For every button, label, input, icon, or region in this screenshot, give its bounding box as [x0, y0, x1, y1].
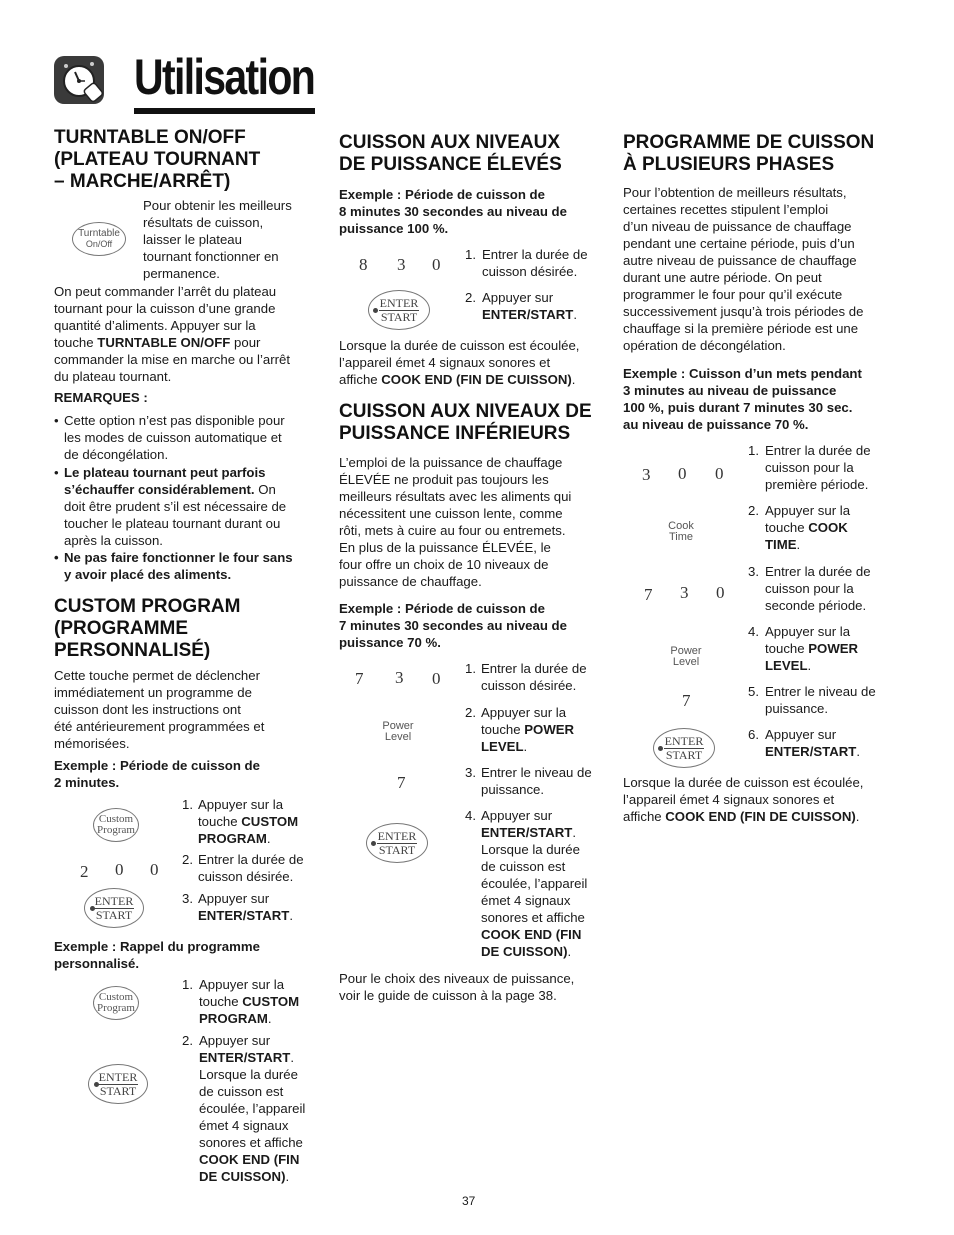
text: touche	[765, 641, 809, 656]
multi-step-4	[748, 623, 898, 674]
multi-phase-after	[623, 774, 913, 825]
key-name: PROGRAM	[198, 831, 267, 846]
text-line: pendant une certaine période, puis d’un	[623, 236, 855, 251]
text-line: autre niveau de puissance de chauffage	[623, 253, 857, 268]
text-line: y avoir placé des aliments.	[64, 567, 232, 582]
text-line: puissance 100 %.	[339, 221, 449, 236]
digit: 0	[715, 464, 724, 483]
text-line	[198, 830, 322, 847]
step-number: 2.	[465, 290, 476, 305]
step-number: 1.	[465, 247, 476, 262]
text-line	[765, 640, 898, 657]
text-line: Exemple : Période de cuisson de	[339, 601, 545, 616]
low-step-3	[465, 764, 605, 798]
text: touche	[481, 722, 525, 737]
text-line: COOK END (FIN	[481, 927, 582, 942]
indicator-dot	[371, 841, 376, 846]
text-line: Lorsque la durée	[481, 842, 580, 857]
custom-step-1	[182, 796, 322, 847]
text-line: chauffage si la première période est une	[623, 321, 859, 336]
text-line: écoulée, l’appareil	[481, 876, 588, 891]
text: .	[807, 658, 812, 673]
example-title	[54, 938, 316, 972]
step-number: 4.	[465, 808, 476, 823]
digit: 3	[395, 668, 404, 687]
heading-line: CUISSON AUX NIVEAUX DE	[339, 401, 592, 422]
digit: 0	[678, 464, 687, 483]
custom-step-2	[182, 851, 322, 885]
text-line: Pour l’obtention de meilleurs résultats,	[623, 185, 847, 200]
heading-line: (PLATEAU TOURNANT	[54, 149, 261, 170]
key-name: TIME	[765, 537, 797, 552]
text-line: les modes de cuisson automatique et	[64, 430, 282, 445]
text-line: doit être prudent s’il est nécessaire de	[64, 499, 287, 514]
digit: 0	[716, 583, 725, 602]
text-line: au niveau de puissance 70 %.	[623, 417, 809, 432]
heading-line: – MARCHE/ARRÊT)	[54, 171, 231, 192]
text-line	[481, 943, 605, 960]
step-number: 3.	[748, 564, 759, 579]
text-line: cuisson désirée.	[481, 678, 577, 693]
custom-program-heading	[54, 596, 314, 662]
turntable-heading	[54, 127, 314, 193]
text-line: Pour le choix des niveaux de puissance,	[339, 971, 575, 986]
note-2	[54, 464, 316, 549]
text-line: meilleurs résultats avec les aliments qui	[339, 489, 572, 504]
key-name: COOK END (FIN DE CUISSON)	[665, 809, 856, 824]
key-name: POWER	[524, 722, 575, 737]
indicator-dot	[658, 746, 663, 751]
step-number: 1.	[182, 797, 193, 812]
example-title	[339, 186, 601, 237]
text-line	[482, 306, 605, 323]
text-line: laisser le plateau	[143, 232, 242, 247]
heading-line: PUISSANCE INFÉRIEURS	[339, 423, 571, 444]
button-label: Level	[384, 731, 412, 743]
heading-line: CUSTOM PROGRAM	[54, 596, 241, 617]
enter-start-button[interactable]	[84, 888, 144, 928]
button-label: On/Off	[85, 239, 113, 249]
text-line: Appuyer sur	[199, 1033, 271, 1048]
custom-program-body	[54, 667, 316, 752]
text: touche	[54, 335, 98, 350]
turntable-body	[54, 283, 316, 385]
key-name: COOK	[808, 520, 848, 535]
text-line: permanence.	[143, 266, 220, 281]
note-1	[54, 412, 316, 463]
heading-line: PROGRAMME DE CUISSON	[623, 132, 875, 153]
text: DE CUISSON)	[481, 944, 568, 959]
button-label: Turntable	[78, 228, 120, 239]
multi-step-1	[748, 442, 898, 493]
text-line: cuisson pour la	[765, 460, 854, 475]
text: DE CUISSON)	[199, 1169, 286, 1184]
text-line: four offre un choix de 10 niveaux de	[339, 557, 549, 572]
text-line: été antérieurement programmées et	[54, 719, 265, 734]
text-line: programmer le four pour qu’il exécute	[623, 287, 843, 302]
power-level-button[interactable]	[376, 721, 420, 743]
step-number: 3.	[465, 765, 476, 780]
digit: 7	[644, 585, 653, 604]
text-line	[198, 813, 322, 830]
heading-line: PERSONNALISÉ)	[54, 640, 211, 661]
text-line: écoulée, l’appareil	[199, 1101, 306, 1116]
button-label: Custom	[98, 991, 134, 1003]
text: affiche	[623, 809, 666, 824]
text-line: cuisson désirée.	[482, 264, 578, 279]
text-line: nécessitent une cuisson lente, comme	[339, 506, 563, 521]
digit: 3	[642, 465, 651, 484]
step-number: 1.	[465, 661, 476, 676]
text: s’échauffer considérablement.	[64, 482, 255, 497]
custom-program-button[interactable]	[93, 986, 139, 1020]
key-name: TURNTABLE ON/OFF	[97, 335, 231, 350]
text: .	[290, 1050, 295, 1065]
text-line: tournant fonctionner en	[143, 249, 279, 264]
text-line: Entrer la durée de	[482, 247, 588, 262]
power-level-button[interactable]	[664, 646, 708, 668]
text-line: Lorsque la durée	[199, 1067, 298, 1082]
button-label: Program	[97, 1002, 135, 1014]
high-power-heading	[339, 132, 599, 176]
text-line: Entrer la durée de	[765, 564, 871, 579]
text-line: Entrer le niveau de	[765, 684, 876, 699]
text: .	[285, 1169, 290, 1184]
example-title	[623, 365, 893, 433]
indicator-dot	[90, 906, 95, 911]
button-label: ENTER	[98, 1069, 138, 1084]
step-number: 4.	[748, 624, 759, 639]
button-label: ENTER	[94, 893, 134, 908]
title-underline	[134, 108, 315, 114]
text-line	[765, 657, 898, 674]
text-line: rôti, mets à cuire au four ou entremets.	[339, 523, 566, 538]
step-number: 2.	[182, 852, 193, 867]
example-title	[54, 757, 316, 791]
digit: 7	[397, 773, 406, 792]
text-line: de décongélation.	[64, 447, 169, 462]
text-line: d’un niveau de puissance de chauffage	[623, 219, 852, 234]
multi-step-2	[748, 502, 898, 553]
multi-step-5	[748, 683, 898, 717]
low-step-4	[465, 807, 605, 960]
text-line: On peut commander l’arrêt du plateau	[54, 284, 277, 299]
low-step-1	[465, 660, 605, 694]
enter-start-button[interactable]	[368, 290, 430, 330]
text-line	[765, 536, 898, 553]
text-line: Exemple : Période de cuisson de	[54, 758, 260, 773]
text: .	[289, 908, 294, 923]
heading-line: DE PUISSANCE ÉLEVÉS	[339, 154, 562, 175]
text-line: l’appareil émet 4 signaux sonores et	[339, 355, 551, 370]
text-line: COOK END (FIN	[199, 1152, 300, 1167]
text: .	[567, 944, 572, 959]
text-line: puissance 70 %.	[339, 635, 441, 650]
digit: 3	[680, 583, 689, 602]
step-number: 2.	[748, 503, 759, 518]
cook-time-button[interactable]	[659, 521, 703, 543]
text-line	[198, 907, 322, 924]
step-number: 1.	[748, 443, 759, 458]
power-guide-note	[339, 970, 601, 1004]
text-line	[765, 743, 898, 760]
step-number: 2.	[465, 705, 476, 720]
key-name: ENTER/START	[765, 744, 857, 759]
step-number: 1.	[182, 977, 193, 992]
text-line	[199, 1168, 322, 1185]
key-name: ENTER/START	[482, 307, 574, 322]
example-title	[339, 600, 601, 651]
text-line: 3 minutes au niveau de puissance	[623, 383, 837, 398]
text-line: Appuyer sur	[765, 727, 837, 742]
text: touche	[198, 814, 242, 829]
text-line: durant une autre période. On peut	[623, 270, 822, 285]
text-line: successivement jusqu’à trois périodes de	[623, 304, 864, 319]
button-label: ENTER	[379, 295, 419, 310]
heading-line: (PROGRAMME	[54, 618, 189, 639]
enter-start-button[interactable]	[88, 1064, 148, 1104]
text-line: Appuyer sur	[481, 808, 553, 823]
multi-step-3	[748, 563, 898, 614]
text-line: l’appareil émet 4 signaux sonores et	[623, 792, 835, 807]
text: .	[796, 537, 801, 552]
text: .	[572, 825, 577, 840]
low-power-body	[339, 454, 601, 590]
digit: 0	[432, 255, 441, 274]
text: touche	[199, 994, 243, 1009]
heading-line: À PLUSIEURS PHASES	[623, 154, 835, 175]
text-line: sonores et affiche	[199, 1135, 303, 1150]
text-line: 8 minutes 30 secondes au niveau de	[339, 204, 567, 219]
custom-step-3	[182, 890, 322, 924]
text-line: commander la mise en marche ou l’arrêt	[54, 352, 291, 367]
text-line	[199, 1010, 322, 1027]
multi-step-6	[748, 726, 898, 760]
key-name: ENTER/START	[199, 1050, 291, 1065]
custom-program-button[interactable]	[93, 808, 139, 842]
page-title: Utilisation	[134, 49, 315, 105]
key-name: LEVEL	[765, 658, 808, 673]
text-line: 100 %, puis durant 7 minutes 30 sec.	[623, 400, 853, 415]
multi-phase-heading	[623, 132, 903, 176]
step-number: 6.	[748, 727, 759, 742]
text: .	[266, 831, 271, 846]
button-label: START	[99, 1083, 137, 1098]
text-line: Appuyer sur la	[481, 705, 567, 720]
text-line: Entrer la durée de	[198, 852, 304, 867]
key-name: COOK END (FIN DE CUISSON)	[381, 372, 572, 387]
text: pour	[230, 335, 261, 350]
digit: 7	[682, 691, 691, 710]
text-line: cuisson dont les instructions ont	[54, 702, 241, 717]
enter-start-button[interactable]	[653, 728, 715, 768]
text-line: résultats de cuisson,	[143, 215, 264, 230]
text: On	[254, 482, 276, 497]
text: .	[855, 809, 860, 824]
heading-line: CUISSON AUX NIVEAUX	[339, 132, 560, 153]
key-name: CUSTOM	[241, 814, 299, 829]
text-line: L’emploi de la puissance de chauffage	[339, 455, 563, 470]
text-line: sonores et affiche	[481, 910, 585, 925]
high-step-2	[465, 289, 605, 323]
bullet: •	[54, 465, 59, 480]
recall-step-2	[182, 1032, 322, 1185]
text: .	[571, 372, 576, 387]
text-line: puissance de chauffage.	[339, 574, 482, 589]
text-line: première période.	[765, 477, 869, 492]
text: affiche	[339, 372, 382, 387]
high-power-after	[339, 337, 601, 388]
text-line: de cuisson est	[481, 859, 566, 874]
text-line: émet 4 signaux	[481, 893, 571, 908]
button-label: ENTER	[377, 828, 417, 843]
text: .	[523, 739, 528, 754]
turntable-intro	[143, 197, 315, 282]
button-label: Cook	[668, 520, 694, 532]
text-line: Entrer la durée de	[765, 443, 871, 458]
text: touche	[765, 520, 809, 535]
text: .	[267, 1011, 272, 1026]
text-line: Appuyer sur	[482, 290, 554, 305]
digit: 0	[432, 669, 441, 688]
text-line: Appuyer sur la	[198, 797, 284, 812]
button-label: ENTER	[664, 733, 704, 748]
digit: 0	[150, 860, 159, 879]
multi-phase-body	[623, 184, 893, 354]
button-label: Program	[97, 824, 135, 836]
digit: 7	[355, 669, 364, 688]
button-label: Level	[672, 656, 700, 668]
page-number: 37	[462, 1194, 476, 1208]
key-name: CUSTOM	[242, 994, 300, 1009]
text-line: Pour obtenir les meilleurs	[143, 198, 292, 213]
text-line	[64, 481, 316, 498]
text-line: Ne pas faire fonctionner le four sans	[64, 550, 293, 565]
button-label: START	[380, 309, 418, 324]
digit: 2	[80, 862, 89, 881]
text-line: mémorisées.	[54, 736, 130, 751]
text-line	[199, 1049, 322, 1066]
text-line: puissance.	[481, 782, 545, 797]
text-line: Exemple : Période de cuisson de	[339, 187, 545, 202]
step-number: 5.	[748, 684, 759, 699]
low-power-heading	[339, 401, 609, 445]
key-name: LEVEL	[481, 739, 524, 754]
button-label: START	[665, 747, 703, 762]
text-line: Appuyer sur la	[199, 977, 285, 992]
text-line: du plateau tournant.	[54, 369, 172, 384]
text-line: opération de décongélation.	[623, 338, 786, 353]
step-number: 2.	[182, 1033, 193, 1048]
step-number: 3.	[182, 891, 193, 906]
text-line: seconde période.	[765, 598, 867, 613]
text-line: personnalisé.	[54, 956, 140, 971]
heading-line: TURNTABLE ON/OFF	[54, 127, 246, 148]
text-line: Lorsque la durée de cuisson est écoulée,	[623, 775, 864, 790]
button-label: Custom	[98, 813, 134, 825]
text-line: Entrer le niveau de	[481, 765, 592, 780]
button-label: START	[378, 842, 416, 857]
turntable-onoff-button[interactable]	[72, 222, 126, 256]
text-line: Appuyer sur	[198, 891, 270, 906]
text-line	[54, 334, 316, 351]
key-name: POWER	[808, 641, 859, 656]
text-line	[199, 993, 322, 1010]
text-line: Cette touche permet de déclencher	[54, 668, 260, 683]
bullet: •	[54, 550, 59, 565]
text-line: certaines recettes stipulent l’emploi	[623, 202, 829, 217]
recall-step-1	[182, 976, 322, 1027]
button-label: START	[95, 907, 133, 922]
remarks-title: REMARQUES :	[54, 390, 148, 405]
text-line: Appuyer sur la	[765, 503, 851, 518]
text-line: cuisson pour la	[765, 581, 854, 596]
text-line: toucher le plateau tournant durant ou	[64, 516, 281, 531]
key-name: ENTER/START	[481, 825, 573, 840]
enter-start-button[interactable]	[366, 823, 428, 863]
text-line: 2 minutes.	[54, 775, 120, 790]
text-line: Le plateau tournant peut parfois	[64, 465, 266, 480]
indicator-dot	[94, 1082, 99, 1087]
note-3	[54, 549, 316, 583]
low-step-2	[465, 704, 605, 755]
digit: 0	[115, 860, 124, 879]
text-line: Appuyer sur la	[765, 624, 851, 639]
text-line: immédiatement un programme de	[54, 685, 252, 700]
key-name: PROGRAM	[199, 1011, 268, 1026]
timer-icon	[54, 54, 104, 106]
key-name: ENTER/START	[198, 908, 290, 923]
text-line: cuisson désirée.	[198, 869, 294, 884]
text-line: tournant pour la cuisson d’une grande	[54, 301, 276, 316]
text-line	[339, 371, 601, 388]
button-label: Time	[668, 531, 694, 543]
text-line: Exemple : Rappel du programme	[54, 939, 260, 954]
digit: 3	[397, 255, 406, 274]
text: .	[573, 307, 578, 322]
text-line: quantité d’aliments. Appuyer sur la	[54, 318, 256, 333]
text-line: ÉLEVÉE ne produit pas toujours les	[339, 472, 549, 487]
text-line: 7 minutes 30 secondes au niveau de	[339, 618, 567, 633]
text: .	[856, 744, 861, 759]
text-line	[481, 721, 605, 738]
text-line: après la cuisson.	[64, 533, 163, 548]
digit: 8	[359, 255, 368, 274]
bullet: •	[54, 413, 59, 428]
text-line	[481, 824, 605, 841]
text-line: puissance.	[765, 701, 829, 716]
text-line: Lorsque la durée de cuisson est écoulée,	[339, 338, 580, 353]
indicator-dot	[373, 308, 378, 313]
text-line: Exemple : Cuisson d’un mets pendant	[623, 366, 862, 381]
text-line: de cuisson est	[199, 1084, 284, 1099]
text-line: En plus de la puissance ÉLEVÉE, le	[339, 540, 551, 555]
button-label: Power	[670, 645, 702, 657]
text-line: Cette option n’est pas disponible pour	[64, 413, 285, 428]
button-label: Power	[382, 720, 414, 732]
text-line	[623, 808, 913, 825]
text-line	[765, 519, 898, 536]
text-line: Entrer la durée de	[481, 661, 587, 676]
text-line	[481, 738, 605, 755]
high-step-1	[465, 246, 605, 280]
text-line: émet 4 signaux	[199, 1118, 289, 1133]
text-line: voir le guide de cuisson à la page 38.	[339, 988, 557, 1003]
